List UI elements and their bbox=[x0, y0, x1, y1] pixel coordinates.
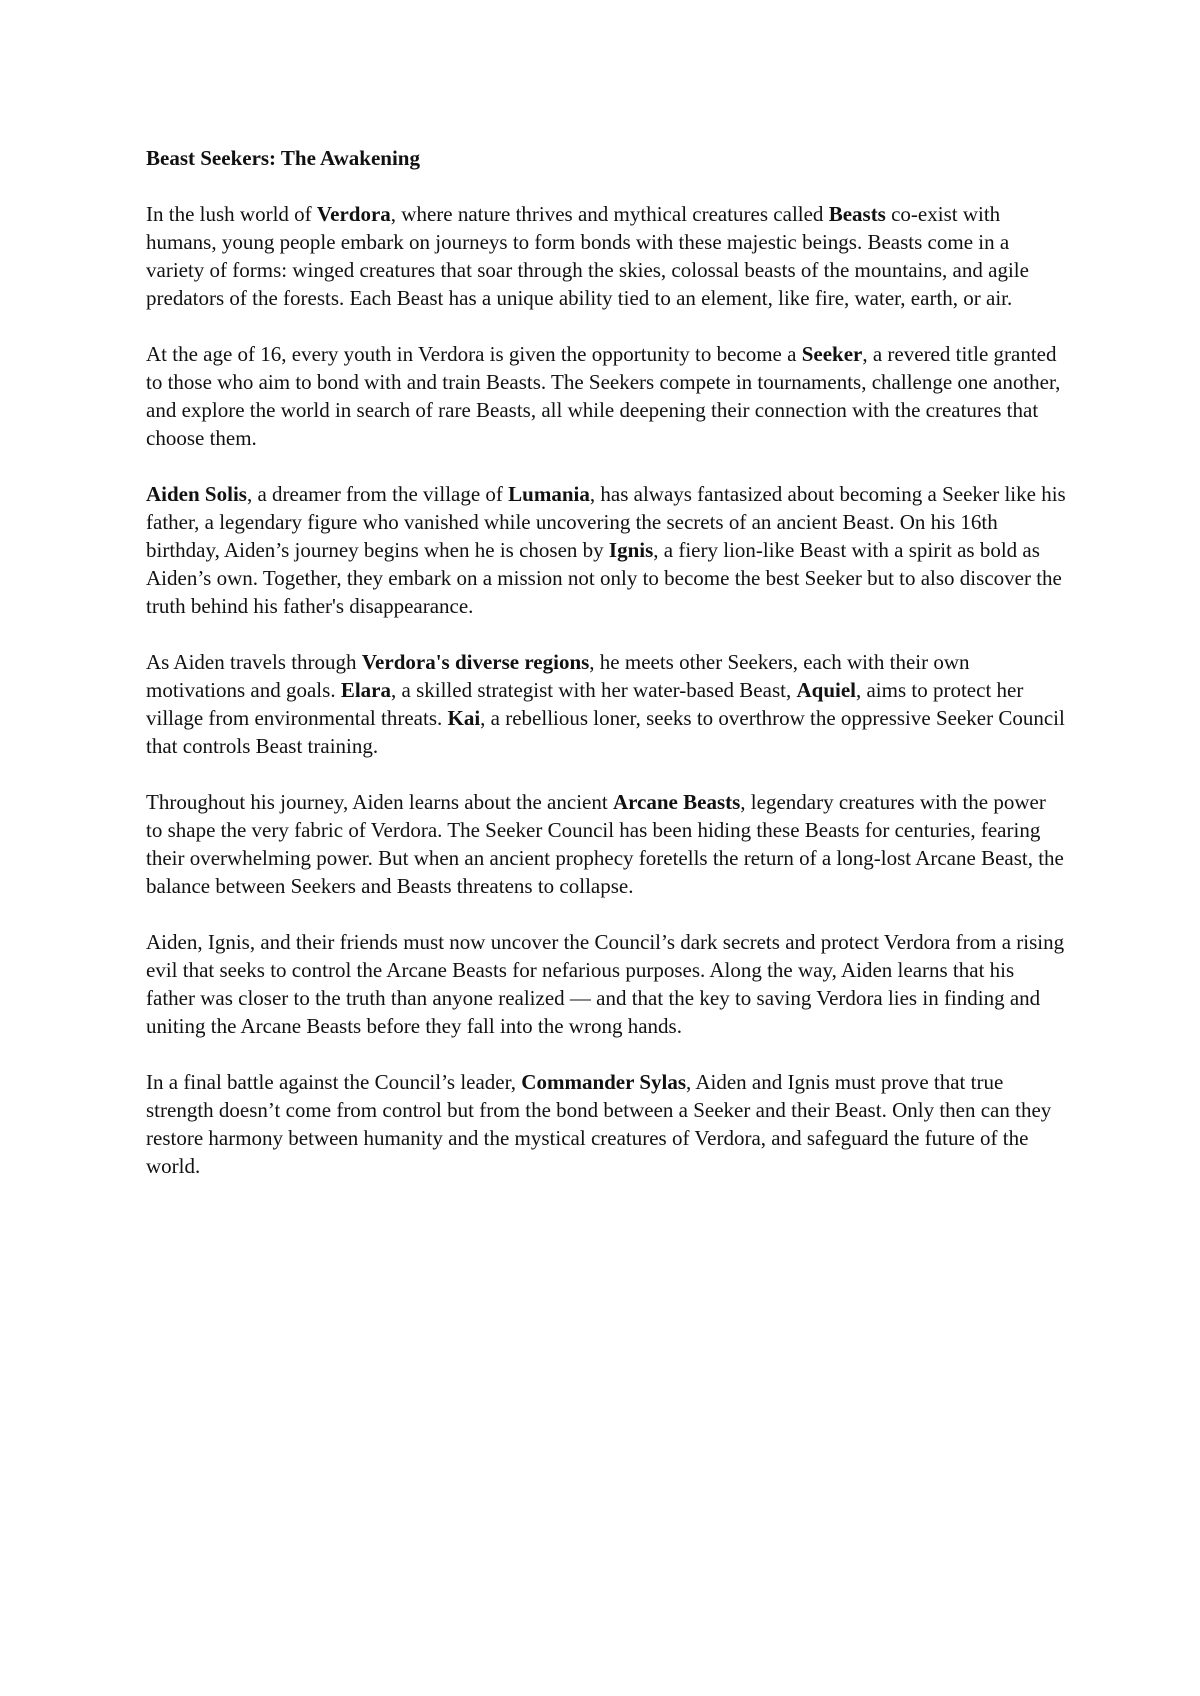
bold-term: Lumania bbox=[508, 482, 590, 506]
text-run: , a dreamer from the village of bbox=[246, 482, 509, 506]
bold-term: Aquiel bbox=[796, 678, 856, 702]
text-run: , he meets other Seekers, each with their own motivations and goals. bbox=[146, 650, 970, 702]
document-page bbox=[146, 144, 1066, 1208]
text-run: , a fiery lion-like Beast with a spirit as bold as Aiden’s own. Together, they embark on a mission not only to become the best Seeker but to also discover the truth behind his father's disappearance. bbox=[146, 538, 1062, 618]
text-run: , Aiden and Ignis must prove that true strength doesn’t come from control but from the bond between a Seeker and their Beast. Only then can they restore harmony between humanity and the mystical creatures of Verdora, and safeguard the future of the world. bbox=[146, 1070, 1052, 1178]
text-run: , a rebellious loner, seeks to overthrow the oppressive Seeker Council that controls Beast training. bbox=[146, 706, 1065, 758]
bold-term: Elara bbox=[340, 678, 391, 702]
paragraph-5 bbox=[146, 788, 1066, 900]
bold-term: Ignis bbox=[608, 538, 654, 562]
paragraph-1 bbox=[146, 200, 1066, 312]
text-run: , where nature thrives and mythical creatures called bbox=[390, 202, 829, 226]
bold-term: Aiden Solis bbox=[146, 482, 247, 506]
text-run: , a skilled strategist with her water-based Beast, bbox=[391, 678, 797, 702]
paragraph-3 bbox=[146, 480, 1066, 620]
text-run: At the age of 16, every youth in Verdora is given the opportunity to become a bbox=[146, 342, 802, 366]
bold-term: Verdora bbox=[316, 202, 391, 226]
text-run: , has always fantasized about becoming a Seeker like his father, a legendary figure who vanished while uncovering the secrets of an ancient Beast. On his 16th birthday, Aiden’s journey begins when he is chosen by bbox=[146, 482, 1066, 562]
paragraph-4 bbox=[146, 648, 1066, 760]
text-run: As Aiden travels through bbox=[146, 650, 362, 674]
text-run: In the lush world of bbox=[146, 202, 317, 226]
paragraph-6 bbox=[146, 928, 1066, 1040]
bold-term: Beasts bbox=[828, 202, 886, 226]
text-run: Throughout his journey, Aiden learns about the ancient bbox=[146, 790, 613, 814]
bold-term: Verdora's diverse regions bbox=[361, 650, 590, 674]
document-title: Beast Seekers: The Awakening bbox=[146, 146, 420, 170]
paragraph-2 bbox=[146, 340, 1066, 452]
bold-term: Seeker bbox=[801, 342, 863, 366]
bold-term: Commander Sylas bbox=[521, 1070, 687, 1094]
text-run: , aims to protect her village from environmental threats. bbox=[146, 678, 1024, 730]
text-run: In a final battle against the Council’s leader, bbox=[146, 1070, 522, 1094]
text-run: , a revered title granted to those who aim to bond with and train Beasts. The Seekers compete in tournaments, challenge one another, and explore the world in search of rare Beasts, all while deepening their connection with the creatures that choose them. bbox=[146, 342, 1061, 450]
text-run: Aiden, Ignis, and their friends must now uncover the Council’s dark secrets and protect Verdora from a rising evil that seeks to control the Arcane Beasts for nefarious purposes. Along the way, Aiden learns that his father was closer to the truth than anyone realized — and that the key to saving Verdora lies in finding and uniting the Arcane Beasts before they fall into the wrong hands. bbox=[146, 930, 1065, 1038]
text-run: , legendary creatures with the power to shape the very fabric of Verdora. The Seeker Council has been hiding these Beasts for centuries, fearing their overwhelming power. But when an ancient prophecy foretells the return of a long-lost Arcane Beast, the balance between Seekers and Beasts threatens to collapse. bbox=[146, 790, 1064, 898]
paragraph-7 bbox=[146, 1068, 1066, 1180]
text-run: co-exist with humans, young people embark on journeys to form bonds with these majestic beings. Beasts come in a variety of forms: winged creatures that soar through the skies, colossal beasts of the mountains, and agile predators of the forests. Each Beast has a unique ability tied to an element, like fire, water, earth, or air. bbox=[146, 202, 1029, 310]
bold-term: Kai bbox=[447, 706, 481, 730]
bold-term: Arcane Beasts bbox=[612, 790, 741, 814]
